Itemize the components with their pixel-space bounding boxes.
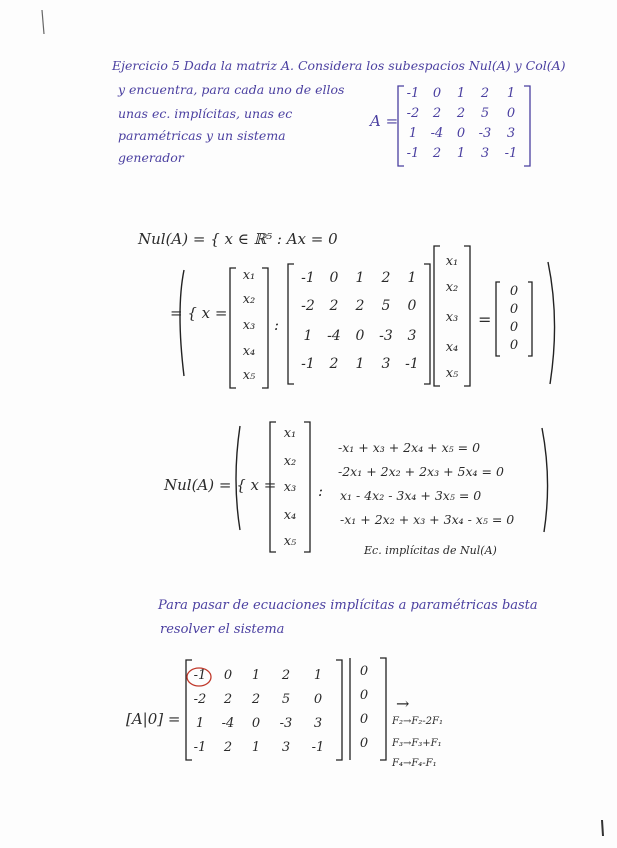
set-matrix-cell: -1 bbox=[301, 356, 315, 372]
matrix-a-cell: 2 bbox=[456, 106, 466, 121]
matrix-a-cell: 0 bbox=[506, 106, 516, 121]
matrix-a-cell: 3 bbox=[506, 126, 516, 141]
header-line-1: Ejercicio 5 Dada la matriz A. Considera los subespacios Nul(A) y Col(A) bbox=[112, 58, 566, 73]
set-matrix-cell: 0 bbox=[355, 328, 365, 344]
set-matrix-cell: 0 bbox=[407, 298, 417, 314]
aug-cell: 0 bbox=[313, 692, 323, 707]
set-prefix: = { x = bbox=[170, 304, 228, 322]
set-matrix-cell: 2 bbox=[355, 298, 365, 314]
matrix-a-cell: -4 bbox=[430, 126, 444, 141]
set-matrix-cell: 1 bbox=[355, 356, 365, 372]
rhs-entry: 0 bbox=[359, 688, 369, 703]
set-matrix-cell: -1 bbox=[301, 270, 315, 286]
matrix-a-cell: -2 bbox=[406, 106, 420, 121]
vector-entry: x₅ bbox=[242, 368, 256, 383]
matrix-a-cell: 3 bbox=[480, 146, 490, 161]
aug-cell: -1 bbox=[311, 740, 325, 755]
aug-cell: 2 bbox=[251, 692, 261, 707]
set-matrix-cell: -1 bbox=[405, 356, 419, 372]
aug-cell: -4 bbox=[221, 716, 235, 731]
set-matrix-cell: 2 bbox=[329, 356, 339, 372]
set-matrix-cell: 2 bbox=[381, 270, 391, 286]
matrix-a-cell: 2 bbox=[432, 106, 442, 121]
set-matrix-cell: 5 bbox=[381, 298, 391, 314]
set-matrix-cell: 3 bbox=[381, 356, 391, 372]
implicit-eq-4: -x₁ + 2x₂ + x₃ + 3x₄ - x₅ = 0 bbox=[340, 512, 515, 527]
note-line-2: resolver el sistema bbox=[160, 622, 285, 637]
zero-entry: 0 bbox=[509, 284, 519, 299]
nul-colon: : bbox=[318, 482, 324, 500]
note-line-1: Para pasar de ecuaciones implícitas a paramétricas basta bbox=[158, 598, 538, 613]
aug-cell: 5 bbox=[281, 692, 291, 707]
vector-entry: x₃ bbox=[445, 310, 459, 325]
rhs-entry: 0 bbox=[359, 736, 369, 751]
matrix-a-cell: 0 bbox=[456, 126, 466, 141]
matrix-a-cell: 1 bbox=[506, 86, 516, 101]
vector-entry: x₅ bbox=[283, 534, 297, 549]
rhs-entry: 0 bbox=[359, 664, 369, 679]
set-matrix-cell: -2 bbox=[301, 298, 315, 314]
aug-cell: 2 bbox=[223, 692, 233, 707]
matrix-a-cell: -1 bbox=[406, 146, 420, 161]
set-matrix-cell: -4 bbox=[327, 328, 341, 344]
augmented-label: [A|0] = bbox=[126, 710, 181, 728]
set-matrix-cell: 1 bbox=[407, 270, 417, 286]
zero-entry: 0 bbox=[509, 320, 519, 335]
matrix-a-cell: 2 bbox=[432, 146, 442, 161]
aug-cell: 2 bbox=[223, 740, 233, 755]
row-op-2: F₃→F₃+F₁ bbox=[392, 738, 442, 749]
header-line-3: unas ec. implícitas, unas ec bbox=[118, 106, 293, 121]
aug-cell: -3 bbox=[279, 716, 293, 731]
matrix-a-cell: 1 bbox=[456, 146, 466, 161]
matrix-a-cell: 5 bbox=[480, 106, 490, 121]
implicit-eq-2: -2x₁ + 2x₂ + 2x₃ + 5x₄ = 0 bbox=[338, 464, 504, 479]
arrow-icon: → bbox=[396, 694, 410, 713]
aug-cell: 0 bbox=[251, 716, 261, 731]
vector-entry: x₄ bbox=[283, 508, 297, 523]
set-matrix-cell: 1 bbox=[303, 328, 313, 344]
vector-entry: x₄ bbox=[445, 340, 459, 355]
zero-entry: 0 bbox=[509, 302, 519, 317]
aug-cell: -1 bbox=[193, 740, 207, 755]
aug-cell: 0 bbox=[223, 668, 233, 683]
nul-definition: Nul(A) = { x ∈ ℝ⁵ : Ax = 0 bbox=[138, 230, 338, 248]
matrix-a-cell: -3 bbox=[478, 126, 492, 141]
vector-entry: x₁ bbox=[283, 426, 297, 441]
aug-cell: -1 bbox=[193, 668, 207, 683]
aug-cell: 1 bbox=[251, 740, 261, 755]
nul-label: Nul(A) = { x = bbox=[164, 476, 277, 494]
implicit-eq-1: -x₁ + x₃ + 2x₄ + x₅ = 0 bbox=[338, 440, 481, 455]
set-equals: = bbox=[478, 310, 492, 329]
vector-entry: x₂ bbox=[283, 454, 297, 469]
matrix-a-label: A = bbox=[370, 112, 399, 130]
aug-cell: 3 bbox=[313, 716, 323, 731]
aug-cell: 2 bbox=[281, 668, 291, 683]
header-line-2: y encuentra, para cada uno de ellos bbox=[118, 82, 345, 97]
implicit-caption: Ec. implícitas de Nul(A) bbox=[364, 544, 497, 557]
matrix-a-cell: 0 bbox=[432, 86, 442, 101]
set-matrix-cell: 3 bbox=[407, 328, 417, 344]
vector-entry: x₁ bbox=[445, 254, 459, 269]
header-line-4: paramétricas y un sistema bbox=[118, 128, 286, 143]
matrix-a-cell: 1 bbox=[408, 126, 418, 141]
rhs-entry: 0 bbox=[359, 712, 369, 727]
zero-entry: 0 bbox=[509, 338, 519, 353]
header-line-5: generador bbox=[118, 150, 184, 165]
vector-entry: x₂ bbox=[445, 280, 459, 295]
set-colon: : bbox=[274, 316, 280, 334]
matrix-a-cell: -1 bbox=[406, 86, 420, 101]
vector-entry: x₁ bbox=[242, 268, 256, 283]
aug-cell: 3 bbox=[281, 740, 291, 755]
vector-entry: x₃ bbox=[242, 318, 256, 333]
row-op-3: F₄→F₄-F₁ bbox=[392, 758, 437, 769]
vector-entry: x₂ bbox=[242, 292, 256, 307]
matrix-a-cell: 1 bbox=[456, 86, 466, 101]
aug-cell: -2 bbox=[193, 692, 207, 707]
vector-entry: x₄ bbox=[242, 344, 256, 359]
vector-entry: x₅ bbox=[445, 366, 459, 381]
aug-cell: 1 bbox=[195, 716, 205, 731]
aug-cell: 1 bbox=[251, 668, 261, 683]
matrix-a-cell: 2 bbox=[480, 86, 490, 101]
matrix-a-cell: -1 bbox=[504, 146, 518, 161]
aug-cell: 1 bbox=[313, 668, 323, 683]
set-matrix-cell: 2 bbox=[329, 298, 339, 314]
set-matrix-cell: -3 bbox=[379, 328, 393, 344]
row-op-1: F₂→F₂-2F₁ bbox=[392, 716, 443, 727]
vector-entry: x₃ bbox=[283, 480, 297, 495]
set-matrix-cell: 0 bbox=[329, 270, 339, 286]
implicit-eq-3: x₁ - 4x₂ - 3x₄ + 3x₅ = 0 bbox=[340, 488, 482, 503]
set-matrix-cell: 1 bbox=[355, 270, 365, 286]
